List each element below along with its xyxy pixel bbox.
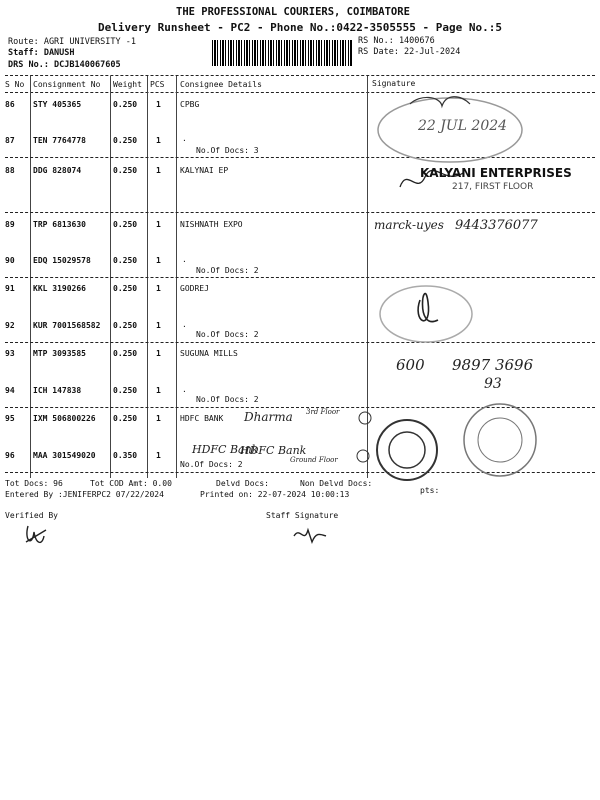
row-consignment: KKL 3190266 (33, 284, 86, 293)
row-consignment: STY 405365 (33, 100, 82, 109)
handwriting-hdfc: HDFC Bank (240, 444, 307, 457)
col-header-weight: Weight (113, 80, 142, 89)
handwriting-phone: 9443376077 (455, 218, 538, 233)
row-consignment: DDG 828074 (33, 166, 82, 175)
row-sno: 91 (5, 284, 15, 293)
row-sno: 95 (5, 414, 15, 423)
row-weight: 0.250 (113, 220, 138, 229)
verified-signature (20, 522, 50, 550)
staff-label: Staff: DANUSH (8, 48, 75, 58)
row-pcs: 1 (156, 451, 161, 460)
row-sno: 92 (5, 321, 15, 330)
row-pcs: 1 (156, 166, 161, 175)
row-weight: 0.250 (113, 284, 138, 293)
row-pcs: 1 (156, 284, 161, 293)
rs-number: RS No.: 1400676 (358, 36, 435, 46)
row-pcs: 1 (156, 349, 161, 358)
row-weight: 0.250 (113, 349, 138, 358)
handwriting-phone2b: 93 (484, 376, 502, 392)
row-sno: 94 (5, 386, 15, 395)
row-weight: 0.250 (113, 386, 138, 395)
row-sno: 90 (5, 256, 15, 265)
row-weight: 0.250 (113, 166, 138, 175)
row-consignee: CPBG (180, 100, 200, 109)
row-pcs: 1 (156, 256, 161, 265)
row-weight: 0.250 (113, 136, 138, 145)
staff-signature (290, 522, 330, 546)
handwriting-600: 600 (396, 356, 425, 374)
row-consignee: HDFC BANK (180, 414, 224, 423)
row-consignment: MTP 3093585 (33, 349, 86, 358)
non-delivered-docs: Non Delvd Docs: (300, 479, 373, 488)
row-separator (5, 212, 595, 213)
col-header-consignee: Consignee Details (180, 80, 262, 89)
row-pcs: 1 (156, 321, 161, 330)
stamp-date: 22 JUL 2024 (418, 118, 508, 134)
row-separator (5, 407, 595, 408)
row-consignment: TEN 7764778 (33, 136, 86, 145)
route-label: Route: AGRI UNIVERSITY -1 (8, 37, 136, 47)
total-docs: Tot Docs: 96 (5, 479, 63, 488)
row-pcs: 1 (156, 414, 161, 423)
row-consignee: HDFC Bank (192, 443, 259, 456)
handwriting-phone2: 9897 3696 (452, 356, 534, 374)
row-consignment: MAA 301549020 (33, 451, 96, 460)
row-sno: 89 (5, 220, 15, 229)
row-consignee: GODREJ (180, 284, 209, 293)
godrej-stamp (372, 282, 472, 346)
row-consignee: . (182, 134, 187, 143)
row-weight: 0.250 (113, 256, 138, 265)
row-separator (5, 277, 595, 278)
row-pcs: 1 (156, 136, 161, 145)
total-cod: Tot COD Amt: 0.00 (90, 479, 172, 488)
handwriting-3rd-floor: 3rd Floor (306, 408, 340, 416)
kalyani-stamp: KALYANI ENTERPRISES (420, 166, 572, 180)
col-header-sno: S No (5, 80, 25, 89)
row-consignment: IXM 506800226 (33, 414, 96, 423)
runsheet-title: Delivery Runsheet - PC2 - Phone No.:0422-3505555 - Page No.:5 (98, 21, 502, 34)
company-title: THE PROFESSIONAL COURIERS, COIMBATORE (176, 6, 410, 18)
row-consignment: TRP 6813630 (33, 220, 86, 229)
row-consignment: EDQ 15029578 (33, 256, 91, 265)
row-pcs: 1 (156, 386, 161, 395)
col-header-pcs: PCS (150, 80, 165, 89)
row-weight: 0.250 (113, 414, 138, 423)
row-docs: No.Of Docs: 2 (180, 460, 243, 469)
table-top-rule (5, 75, 595, 76)
delivered-docs: Delvd Docs: (216, 479, 269, 488)
row-docs: No.Of Docs: 2 (196, 266, 259, 275)
row-docs: No.Of Docs: 2 (196, 395, 259, 404)
col-header-consignment: Consignment No (33, 80, 101, 89)
row-weight: 0.250 (113, 100, 138, 109)
row-weight: 0.250 (113, 321, 138, 330)
col-header-signature: Signature (372, 79, 416, 88)
verified-by-label: Verified By (5, 511, 58, 520)
hdfc-bank-stamps (355, 410, 585, 482)
printed-on: Printed on: 22-07-2024 10:00:13 (200, 490, 350, 499)
row-consignee: SUGUNA MILLS (180, 349, 238, 358)
row-sno: 87 (5, 136, 15, 145)
row-docs: No.Of Docs: 3 (196, 146, 259, 155)
handwriting-ground-floor: Ground Floor (290, 456, 338, 464)
rs-date: RS Date: 22-Jul-2024 (358, 47, 461, 57)
staff-signature-label: Staff Signature (266, 511, 339, 520)
row-pcs: 1 (156, 100, 161, 109)
row-pcs: 1 (156, 220, 161, 229)
row-sno: 88 (5, 166, 15, 175)
row-docs: No.Of Docs: 2 (196, 330, 259, 339)
handwriting-dharma: Dharma (244, 410, 293, 424)
row-sno: 93 (5, 349, 15, 358)
row-consignment: ICH 147838 (33, 386, 82, 395)
row-consignee: . (182, 320, 187, 329)
drs-number: DRS No.: DCJB140067605 (8, 60, 121, 70)
row-consignment: KUR 7001568582 (33, 321, 101, 330)
row-weight: 0.350 (113, 451, 138, 460)
entered-by: Entered By :JENIFERPC2 07/22/2024 (5, 490, 164, 499)
row-consignee: . (182, 385, 187, 394)
handwriting-name: marck-uyes (374, 218, 444, 232)
row-separator (5, 342, 595, 343)
row-sno: 96 (5, 451, 15, 460)
row-consignee: . (182, 255, 187, 264)
row-sno: 86 (5, 100, 15, 109)
kalyani-address: 217, FIRST FLOOR (452, 182, 534, 192)
row-consignee: NISHNATH EXPO (180, 220, 243, 229)
row-consignee: KALYNAI EP (180, 166, 229, 175)
barcode-graphic (212, 40, 352, 66)
points-label: pts: (420, 486, 440, 495)
